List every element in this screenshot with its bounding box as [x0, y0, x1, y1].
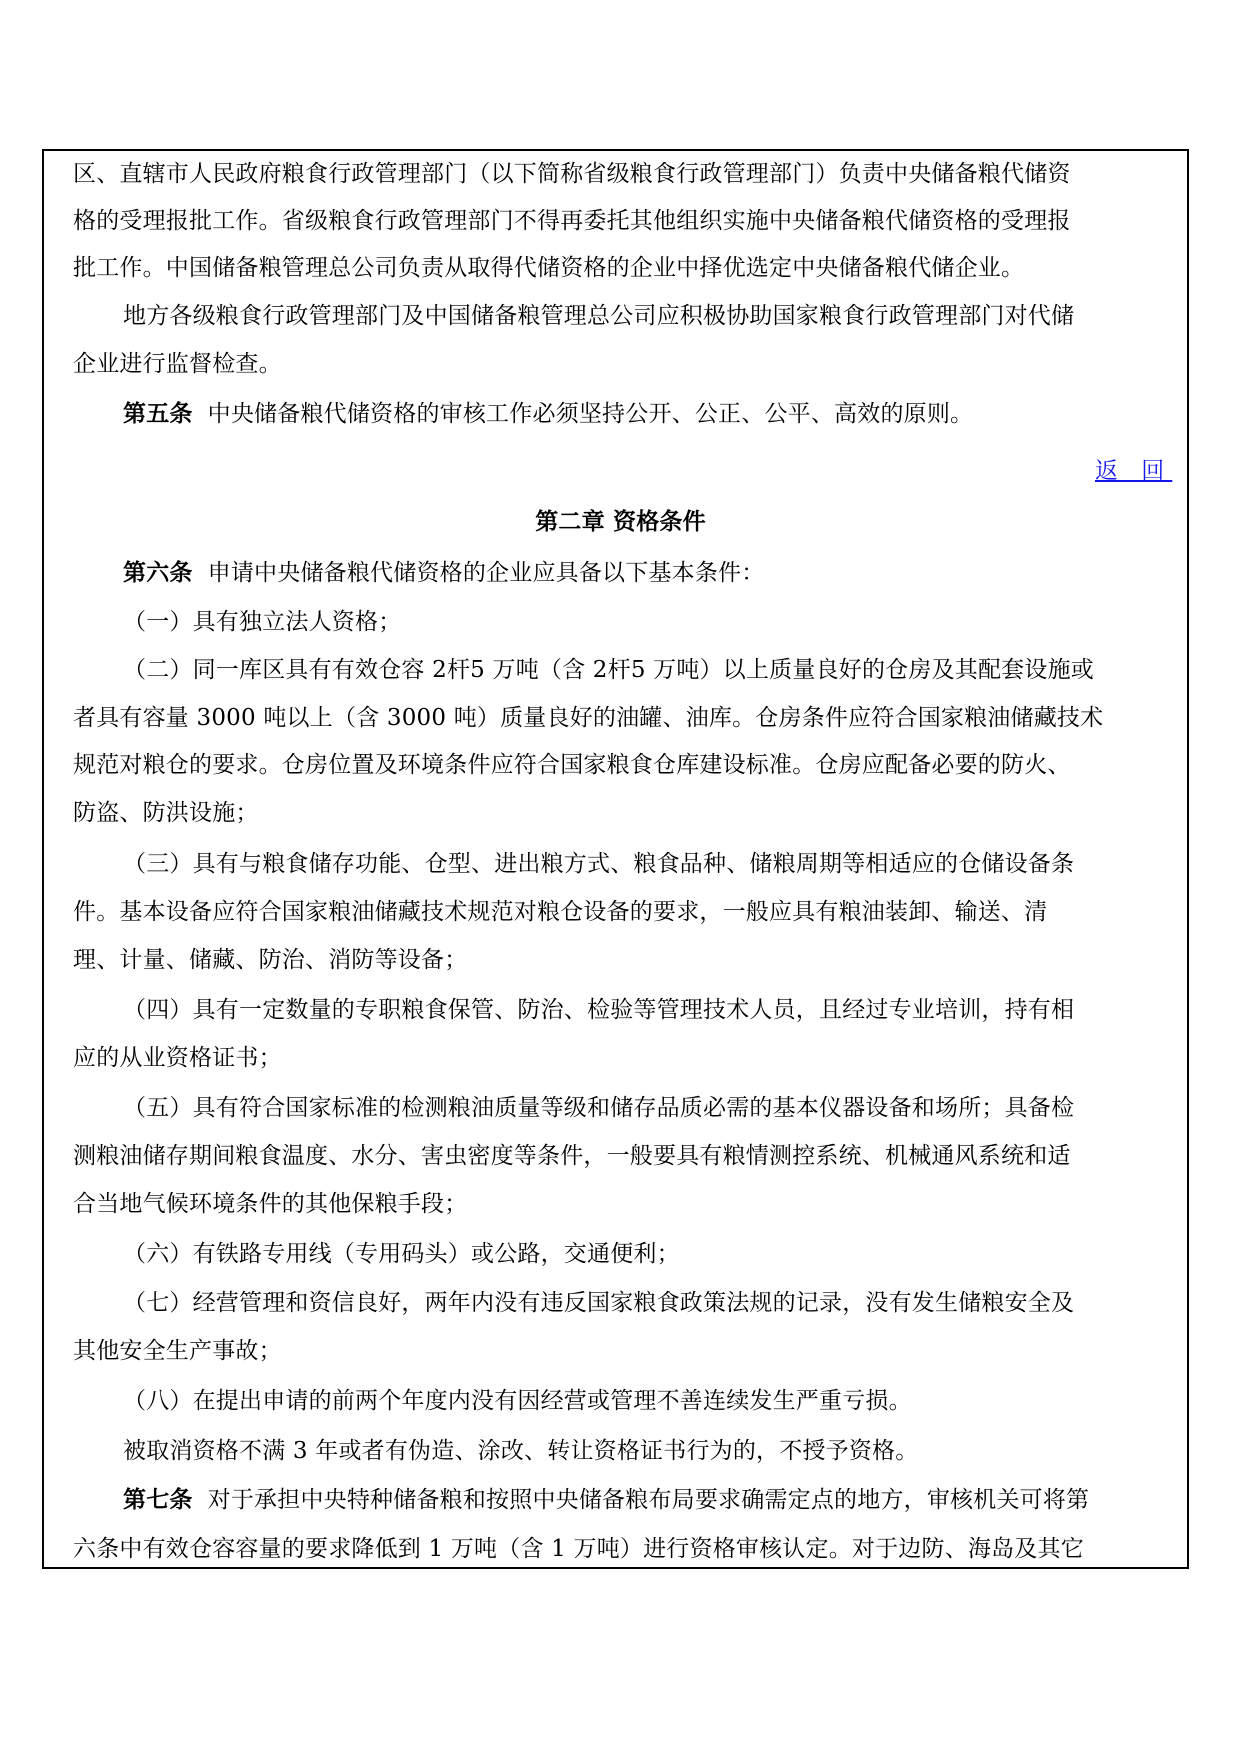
condition-line: （五）具有符合国家标准的检测粮油质量等级和储存品质必需的基本仪器设备和场所；具备检 [123, 1095, 1075, 1121]
article-6 [123, 558, 764, 588]
body-line: 地方各级粮食行政管理部门及中国储备粮管理总公司应积极协助国家粮食行政管理部门对代储 [123, 303, 1075, 329]
article-label: 第七条 [123, 1486, 193, 1513]
condition-line: （四）具有一定数量的专职粮食保管、防治、检验等管理技术人员，且经过专业培训，持有相 [123, 997, 1075, 1023]
article-5 [123, 399, 973, 429]
body-line: 批工作。中国储备粮管理总公司负责从取得代储资格的企业中择优选定中央储备粮代储企业。 [73, 255, 1025, 281]
condition-line: 测粮油储存期间粮食温度、水分、害虫密度等条件，一般要具有粮情测控系统、机械通风系统和适 [73, 1143, 1071, 1169]
condition-line: 防盗、防洪设施； [73, 800, 259, 826]
condition-line: （三）具有与粮食储存功能、仓型、进出粮方式、粮食品种、储粮周期等相适应的仓储设备条 [123, 851, 1075, 877]
condition-line: 应的从业资格证书； [73, 1045, 282, 1071]
condition-line: 被取消资格不满 3 年或者有伪造、涂改、转让资格证书行为的，不授予资格。 [123, 1438, 919, 1464]
back-link[interactable]: 返 回 [1095, 458, 1173, 484]
article-text: 申请中央储备粮代储资格的企业应具备以下基本条件： [207, 560, 765, 586]
condition-line: 其他安全生产事故； [73, 1338, 282, 1364]
condition-line: 理、计量、储藏、防治、消防等设备； [73, 947, 468, 973]
article-text: 中央储备粮代储资格的审核工作必须坚持公开、公正、公平、高效的原则。 [207, 401, 974, 427]
condition-line: （二）同一库区具有有效仓容 2杆5 万吨（含 2杆5 万吨）以上质量良好的仓房及其配套设施或 [123, 657, 1094, 683]
condition-line: 件。基本设备应符合国家粮油储藏技术规范对粮仓设备的要求，一般应具有粮油装卸、输送、清 [73, 899, 1048, 925]
article-label: 第五条 [123, 400, 193, 427]
condition-line: （七）经营管理和资信良好，两年内没有违反国家粮食政策法规的记录，没有发生储粮安全及 [123, 1290, 1075, 1316]
article-text: 对于承担中央特种储备粮和按照中央储备粮布局要求确需定点的地方，审核机关可将第 [207, 1487, 1090, 1513]
body-line: 六条中有效仓容容量的要求降低到 1 万吨（含 1 万吨）进行资格审核认定。对于边防、海岛及其它 [73, 1536, 1084, 1562]
condition-line: （六）有铁路专用线（专用码头）或公路，交通便利； [123, 1241, 680, 1267]
chapter-title: 第二章 资格条件 [535, 508, 706, 535]
article-7 [123, 1485, 1089, 1515]
condition-line: 规范对粮仓的要求。仓房位置及环境条件应符合国家粮食仓库建设标准。仓房应配备必要的防火、 [73, 752, 1071, 778]
condition-line: 者具有容量 3000 吨以上（含 3000 吨）质量良好的油罐、油库。仓房条件应符合国家粮油储藏技术 [73, 705, 1104, 731]
body-line: 企业进行监督检查。 [73, 351, 282, 377]
body-line: 区、直辖市人民政府粮食行政管理部门（以下简称省级粮食行政管理部门）负责中央储备粮代储资 [73, 161, 1071, 187]
article-label: 第六条 [123, 559, 193, 586]
condition-line: （八）在提出申请的前两个年度内没有因经营或管理不善连续发生严重亏损。 [123, 1388, 912, 1414]
condition-line: 合当地气候环境条件的其他保粮手段； [73, 1191, 468, 1217]
condition-line: （一）具有独立法人资格； [123, 609, 402, 635]
body-line: 格的受理报批工作。省级粮食行政管理部门不得再委托其他组织实施中央储备粮代储资格的受理报 [73, 208, 1071, 234]
